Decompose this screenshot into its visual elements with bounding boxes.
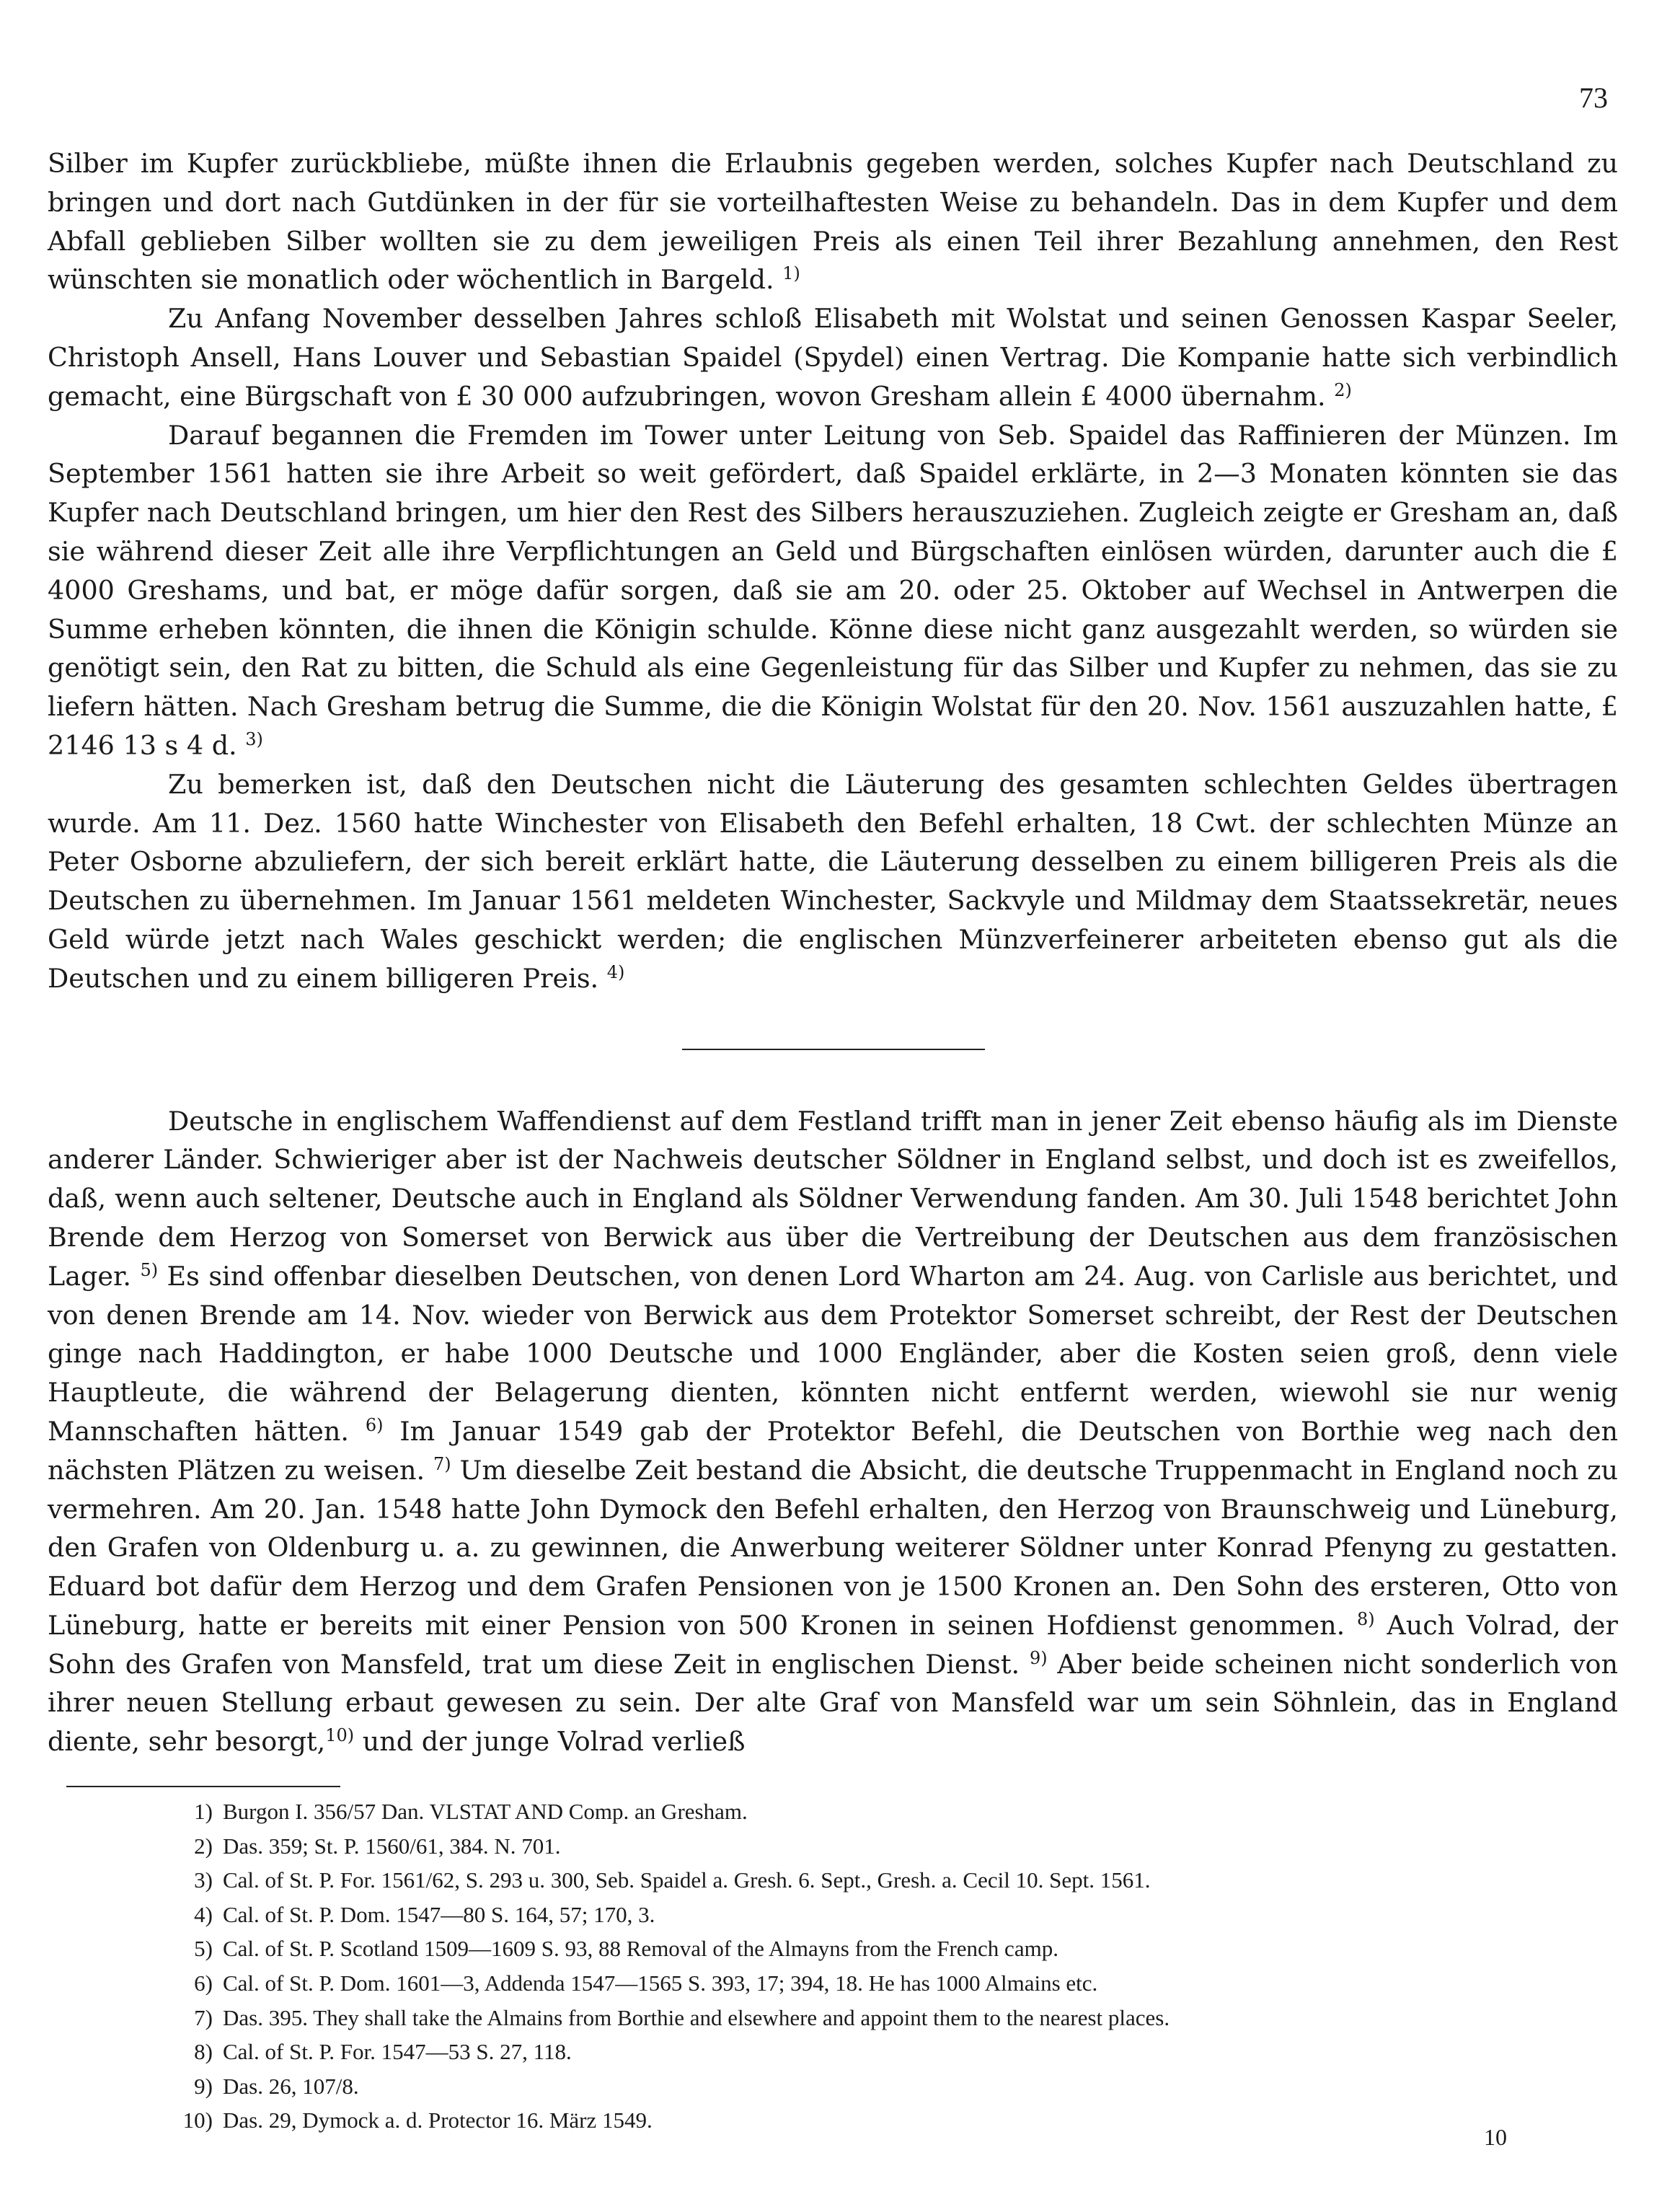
footnote-text: Cal. of St. P. For. 1547—53 S. 27, 118. [223, 2039, 572, 2065]
footnote-ref[interactable]: 8) [1356, 1608, 1375, 1629]
footnote-text: Das. 395. They shall take the Almains from Borthie and elsewhere and appoint them to the nearest places. [223, 2004, 1170, 2030]
footnote-text: Cal. of St. P. For. 1561/62, S. 293 u. 300, Seb. Spaidel a. Gresh. 6. Sept., Gresh. a. Cecil 10. Sept. 1561. [223, 1867, 1151, 1893]
footnote [161, 2103, 1603, 2138]
footnote-mark: 8) [194, 2039, 213, 2065]
footnote [161, 1829, 1603, 1864]
footnote [161, 1931, 1603, 1966]
footnote-text: Das. 29, Dymock a. d. Protector 16. März 1549. [223, 2107, 653, 2133]
printer-signature: 10 [1484, 2124, 1507, 2150]
footnote-ref[interactable]: 9) [1029, 1647, 1048, 1668]
footnote-mark: 6) [194, 1970, 213, 1996]
footnote-mark: 1) [194, 1799, 213, 1824]
footnote-text: Cal. of St. P. Dom. 1547—80 S. 164, 57; 170, 3. [223, 1901, 655, 1927]
paragraph-3: Darauf begannen die Fremden im Tower unter Leitung von Seb. Spaidel das Raffinieren der Münzen. Im September 1561 hatten sie ihre Arbeit so weit gefördert, daß Spaidel erklärte, in 2—3 Monaten könnten sie das Kupfer nach Deutschland bringen, um hier den Rest des Silbers herauszuziehen. Zugleich zeigte er Gresham an, daß sie während dieser Zeit alle ihre Verpflichtungen an Geld und Bürgschaften einlösen würden, darunter auch die £ 4000 Greshams, und bat, er möge dafür sorgen, daß sie am 20. oder 25. Oktober auf Wechsel in Antwerpen die Summe erheben könnten, die ihnen die Königin schulde. Könne diese nicht ganz ausgezahlt werden, so würden sie genötigt sein, den Rat zu bitten, die Schuld als eine Gegenleistung für das Silber und Kupfer zu nehmen, das sie zu liefern hätten. Nach Gresham betrug die Summe, die die Königin Wolstat für den 20. Nov. 1561 auszuzahlen hatte, £ 2146 13 s 4 d. $^{3)}$ [48, 419, 1618, 761]
footnote-mark: 3) [194, 1867, 213, 1893]
footnote [161, 1966, 1603, 2001]
footnote [161, 2035, 1603, 2069]
footnote-mark: 5) [194, 1936, 213, 1962]
footnote [161, 2001, 1603, 2035]
footnote-mark: 10) [182, 2107, 213, 2133]
footnote-mark: 7) [194, 2004, 213, 2030]
footnote-ref[interactable]: 4) [606, 961, 625, 982]
footnote-mark: 9) [194, 2073, 213, 2099]
footnote [161, 1863, 1603, 1898]
paragraph-5: Deutsche in englischem Waffendienst auf dem Festland trifft man in jener Zeit ebenso häufig als im Dienste anderer Länder. Schwieriger aber ist der Nachweis deutscher Söldner in England selbst, und doch ist es zweifellos, daß, wenn auch seltener, Deutsche auch in England als Söldner Verwendung fanden. Am 30. Juli 1548 berichtet John Brende dem Herzog von Somerset von Berwick aus über die Vertreibung der Deutschen aus dem französischen Lager. $^{5)}$ Es sind offenbar dieselben Deutschen, von denen Lord Wharton am 24. Aug. von Carlisle aus berichtet, und von denen Brende am 14. Nov. wieder von Berwick aus dem Protektor Somerset schreibt, der Rest der Deutschen ginge nach Haddington, er habe 1000 Deutsche und 1000 Engländer, aber die Kosten seien groß, denn viele Hauptleute, die während der Belagerung dienten, könnten nicht entfernt werden, wiewohl sie nur wenig Mannschaften hätten. $^{6)}$ Im Januar 1549 gab der Protektor Befehl, die Deutschen von Borthie weg nach den nächsten Plätzen zu weisen. $^{7)}$ Um dieselbe Zeit bestand die Absicht, die deutsche Truppenmacht in England noch zu vermehren. Am 20. Jan. 1548 hatte John Dymock den Befehl erhalten, den Herzog von Braunschweig und Lüneburg, den Grafen von Oldenburg u. a. zu gewinnen, die Anwerbung weiterer Söldner unter Konrad Pfenyng zu gestatten. Eduard bot dafür dem Herzog und dem Grafen Pensionen von je 1500 Kronen an. Den Sohn des ersteren, Otto von Lüneburg, hatte er bereits mit einer Pension von 500 Kronen in seinen Hofdienst genommen. $^{8)}$ Auch Volrad, der Sohn des Grafen von Mansfeld, trat um diese Zeit in englischen Dienst. $^{9)}$ Aber beide scheinen nicht sonderlich von ihrer neuen Stellung erbaut gewesen zu sein. Der alte Graf von Mansfeld war um sein Söhnlein, das in England diente, sehr besorgt,$^{10)}$ und der junge Volrad verließ [48, 1105, 1619, 1758]
paragraph-1: Silber im Kupfer zurückbliebe, müßte ihnen die Erlaubnis gegeben werden, solches Kupfer nach Deutschland zu bringen und dort nach Gutdünken in der für sie vorteilhaftesten Weise zu behandeln. Das in dem Kupfer und dem Abfall geblieben Silber wollten sie zu dem jeweiligen Preis als einen Teil ihrer Bezahlung annehmen, den Rest wünschten sie monatlich oder wöchentlich in Bargeld. $^{1)}$ [48, 148, 1618, 296]
footnote-ref[interactable]: 1) [782, 263, 800, 284]
footnote-mark: 4) [194, 1901, 213, 1927]
footnote-text: Das. 26, 107/8. [223, 2073, 359, 2099]
footnote-text: Cal. of St. P. Dom. 1601—3, Addenda 1547—1565 S. 393, 17; 394, 18. He has 1000 Almains etc. [223, 1970, 1098, 1996]
footnote-ref[interactable]: 6) [365, 1414, 384, 1435]
footnote-text: Das. 359; St. P. 1560/61, 384. N. 701. [223, 1833, 561, 1859]
footnote-ref[interactable]: 10) [325, 1725, 355, 1746]
footnote-rule [66, 1786, 340, 1787]
footnote-mark: 2) [194, 1833, 213, 1859]
footnote-ref[interactable]: 2) [1334, 379, 1352, 400]
footnote-ref[interactable]: 5) [140, 1259, 159, 1280]
footnote [161, 2069, 1603, 2104]
footnote [161, 1898, 1603, 1932]
footnotes [161, 1794, 1603, 2138]
paragraph-4: Zu bemerken ist, daß den Deutschen nicht die Läuterung des gesamten schlechten Geldes übertragen wurde. Am 11. Dez. 1560 hatte Winchester von Elisabeth den Befehl erhalten, 18 Cwt. der schlechten Münze an Peter Osborne abzuliefern, der sich bereit erklärt hatte, die Läuterung desselben zu einem billigeren Preis als die Deutschen zu übernehmen. Im Januar 1561 meldeten Winchester, Sackvyle und Mildmay dem Staatssekretär, neues Geld würde jetzt nach Wales geschickt werden; die englischen Münzverfeinerer arbeiteten ebenso gut als die Deutschen und zu einem billigeren Preis. $^{4)}$ [48, 768, 1618, 994]
paragraph-2: Zu Anfang November desselben Jahres schloß Elisabeth mit Wolstat und seinen Genossen Kaspar Seeler, Christoph Ansell, Hans Louver und Sebastian Spaidel (Spydel) einen Vertrag. Die Kompanie hatte sich verbindlich gemacht, eine Bürgschaft von £ 30 000 aufzubringen, wovon Gresham allein £ 4000 übernahm. $^{2)}$ [48, 303, 1618, 412]
section-separator [682, 1049, 985, 1050]
page-number: 73 [1579, 82, 1608, 114]
body-text [48, 144, 1618, 1761]
footnote [161, 1794, 1603, 1829]
footnote-text: Burgon I. 356/57 Dan. VLSTAT AND Comp. an Gresham. [223, 1799, 748, 1824]
footnote-text: Cal. of St. P. Scotland 1509—1609 S. 93, 88 Removal of the Almayns from the French camp. [223, 1936, 1058, 1962]
footnote-ref[interactable]: 7) [433, 1453, 451, 1474]
footnote-ref[interactable]: 3) [245, 728, 263, 749]
